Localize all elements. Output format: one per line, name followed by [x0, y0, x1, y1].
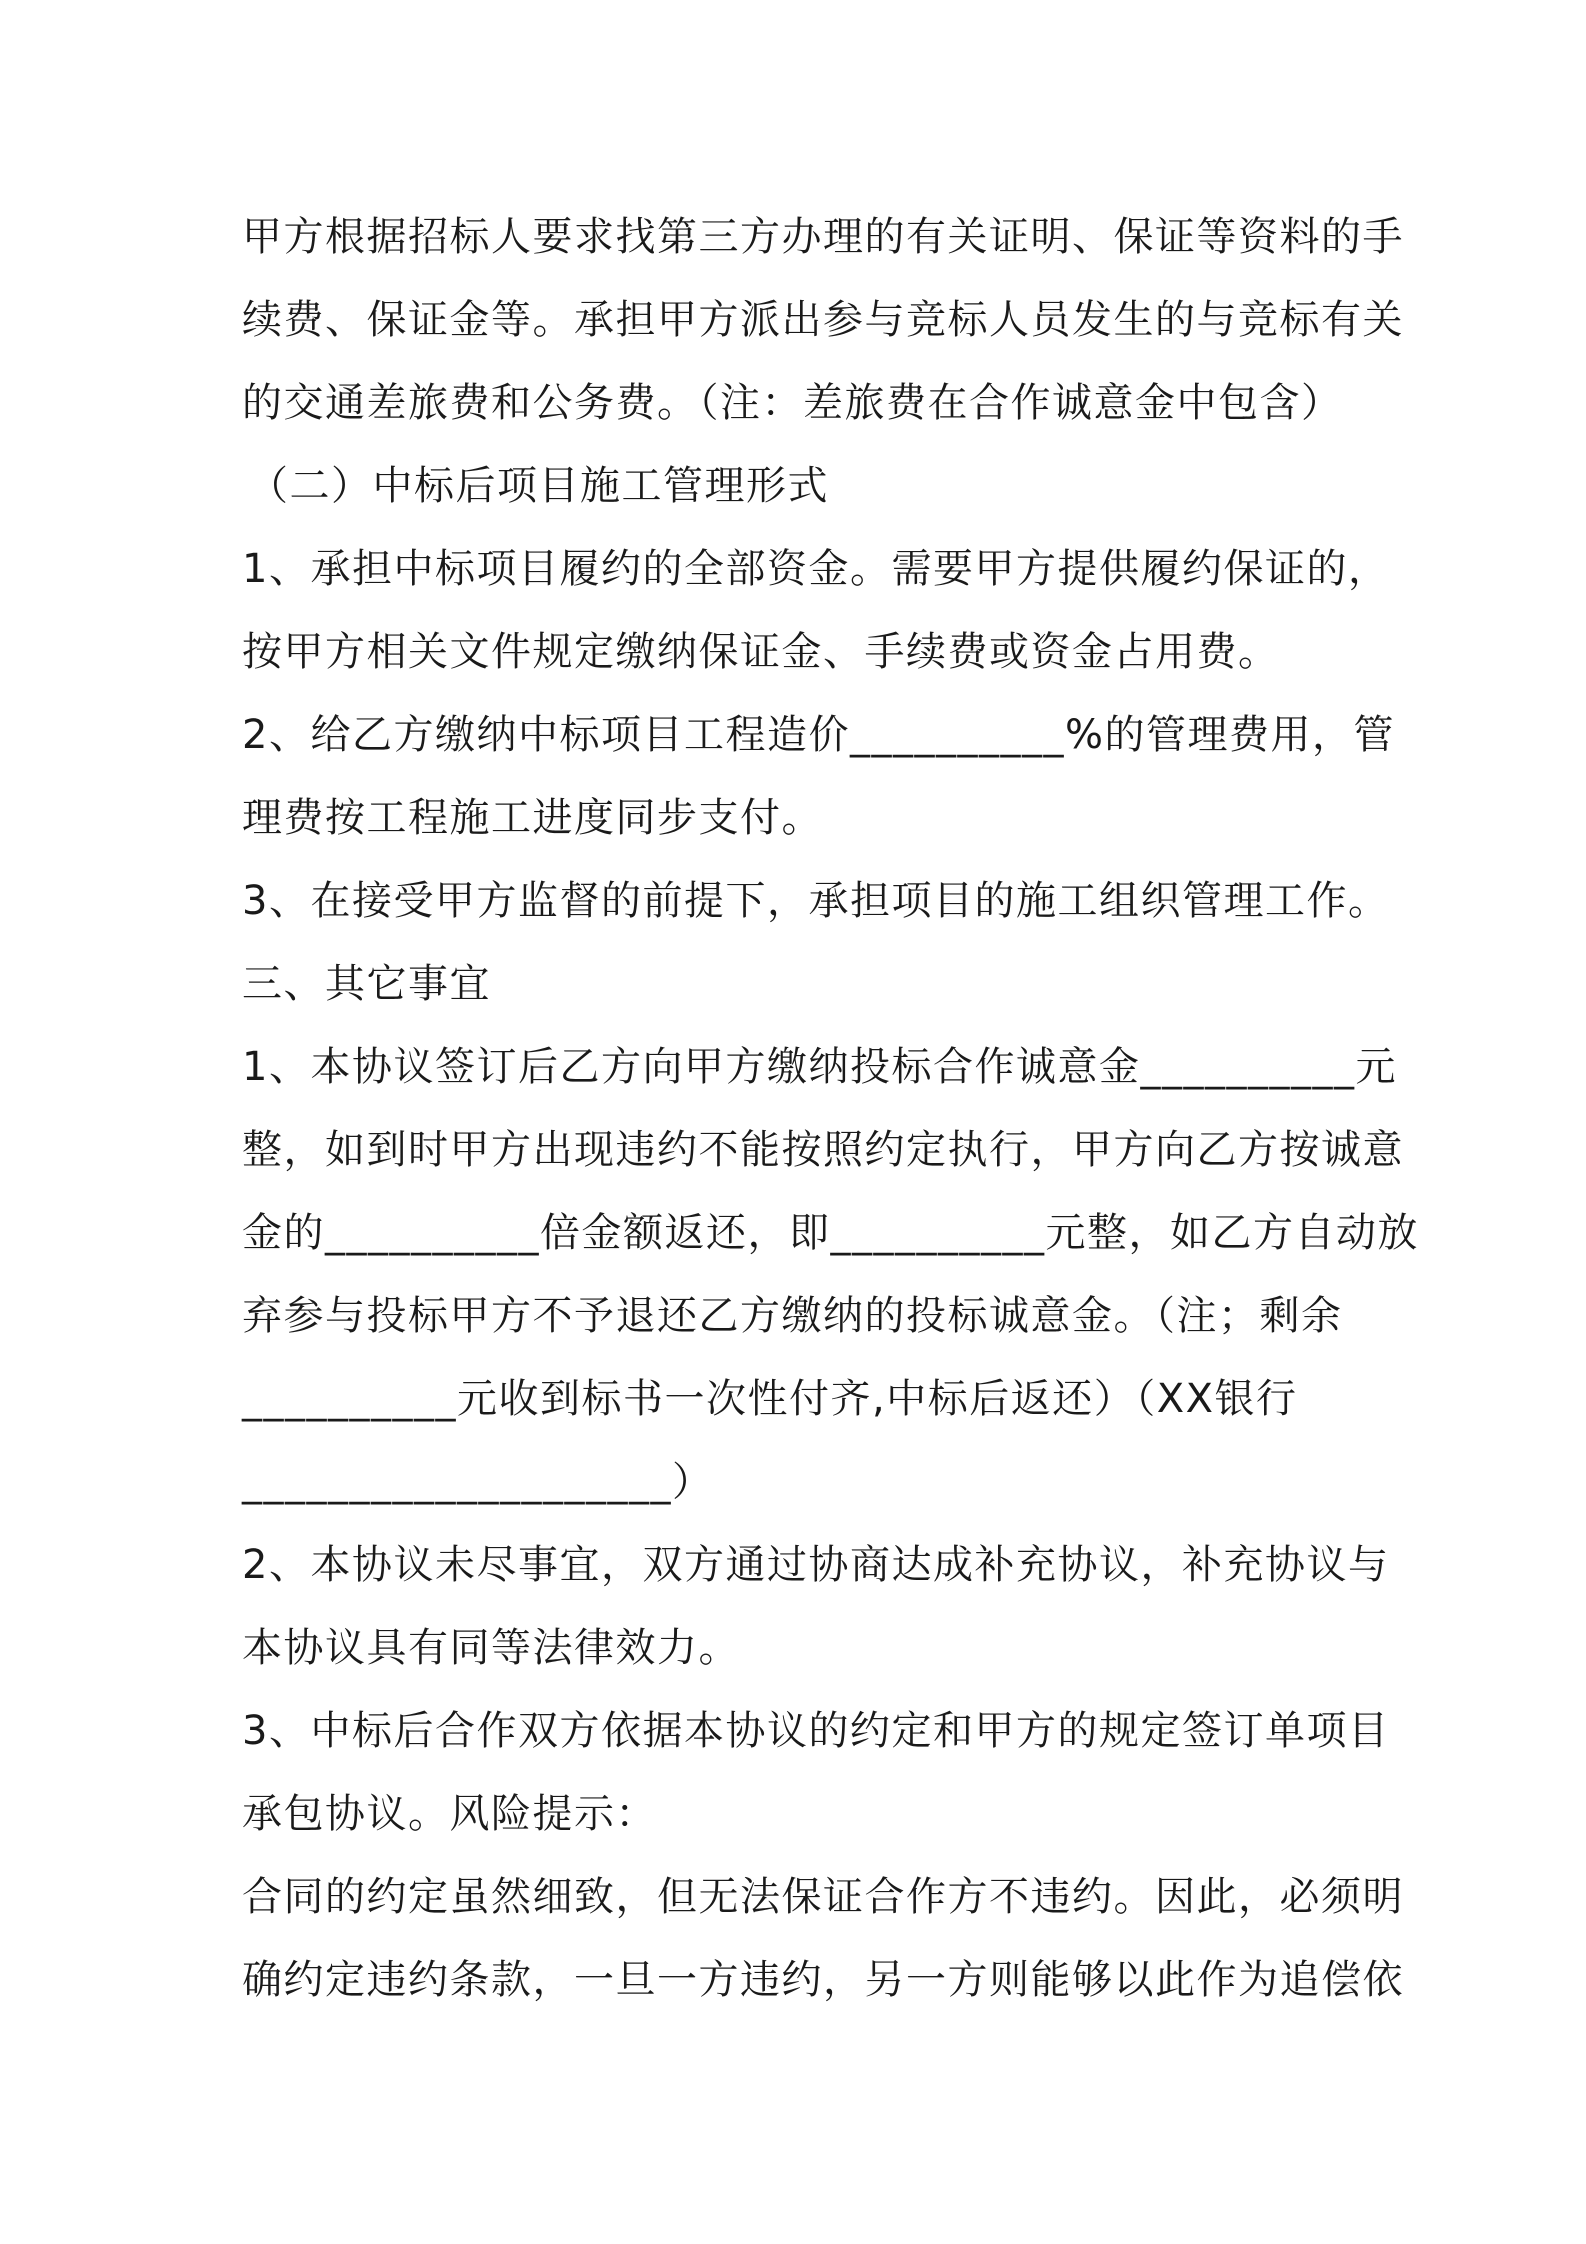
paragraph-line: 1、承担中标项目履约的全部资金。需要甲方提供履约保证的， [242, 546, 1390, 592]
paragraph-line: 合同的约定虽然细致，但无法保证合作方不违约。因此，必须明 [242, 1874, 1404, 1920]
paragraph-line: 3、中标后合作双方依据本协议的约定和甲方的规定签订单项目 [242, 1708, 1390, 1754]
paragraph-line: 弃参与投标甲方不予退还乙方缴纳的投标诚意金。（注；剩余 [242, 1293, 1343, 1339]
paragraph-line: 承包协议。风险提示： [242, 1791, 657, 1837]
paragraph-line: ____________________） [242, 1459, 714, 1505]
paragraph-line: 2、本协议未尽事宜，双方通过协商达成补充协议，补充协议与 [242, 1542, 1390, 1588]
paragraph-line: 按甲方相关文件规定缴纳保证金、手续费或资金占用费。 [242, 629, 1280, 675]
section-heading: （二）中标后项目施工管理形式 [248, 463, 829, 509]
paragraph-line: 3、在接受甲方监督的前提下，承担项目的施工组织管理工作。 [242, 878, 1390, 924]
paragraph-line: 整，如到时甲方出现违约不能按照约定执行，甲方向乙方按诚意 [242, 1127, 1404, 1173]
paragraph-line: 1、本协议签订后乙方向甲方缴纳投标合作诚意金__________元 [242, 1044, 1397, 1090]
paragraph-line: 2、给乙方缴纳中标项目工程造价__________%的管理费用，管 [242, 712, 1395, 758]
paragraph-line: 确约定违约条款，一旦一方违约，另一方则能够以此作为追偿依 [242, 1957, 1404, 2003]
paragraph-line: 理费按工程施工进度同步支付。 [242, 795, 823, 841]
paragraph-line: 本协议具有同等法律效力。 [242, 1625, 740, 1671]
paragraph-line: 的交通差旅费和公务费。（注：差旅费在合作诚意金中包含） [242, 380, 1343, 426]
section-heading: 三、其它事宜 [242, 961, 491, 1007]
paragraph-line: 金的__________倍金额返还，即__________元整，如乙方自动放 [242, 1210, 1419, 1256]
paragraph-line: 续费、保证金等。承担甲方派出参与竞标人员发生的与竞标有关 [242, 297, 1404, 343]
document-body [242, 196, 1419, 2022]
paragraph-line: 甲方根据招标人要求找第三方办理的有关证明、保证等资料的手 [242, 214, 1404, 260]
paragraph-line: __________元收到标书一次性付齐,中标后返还）（XX银行 [242, 1376, 1298, 1422]
